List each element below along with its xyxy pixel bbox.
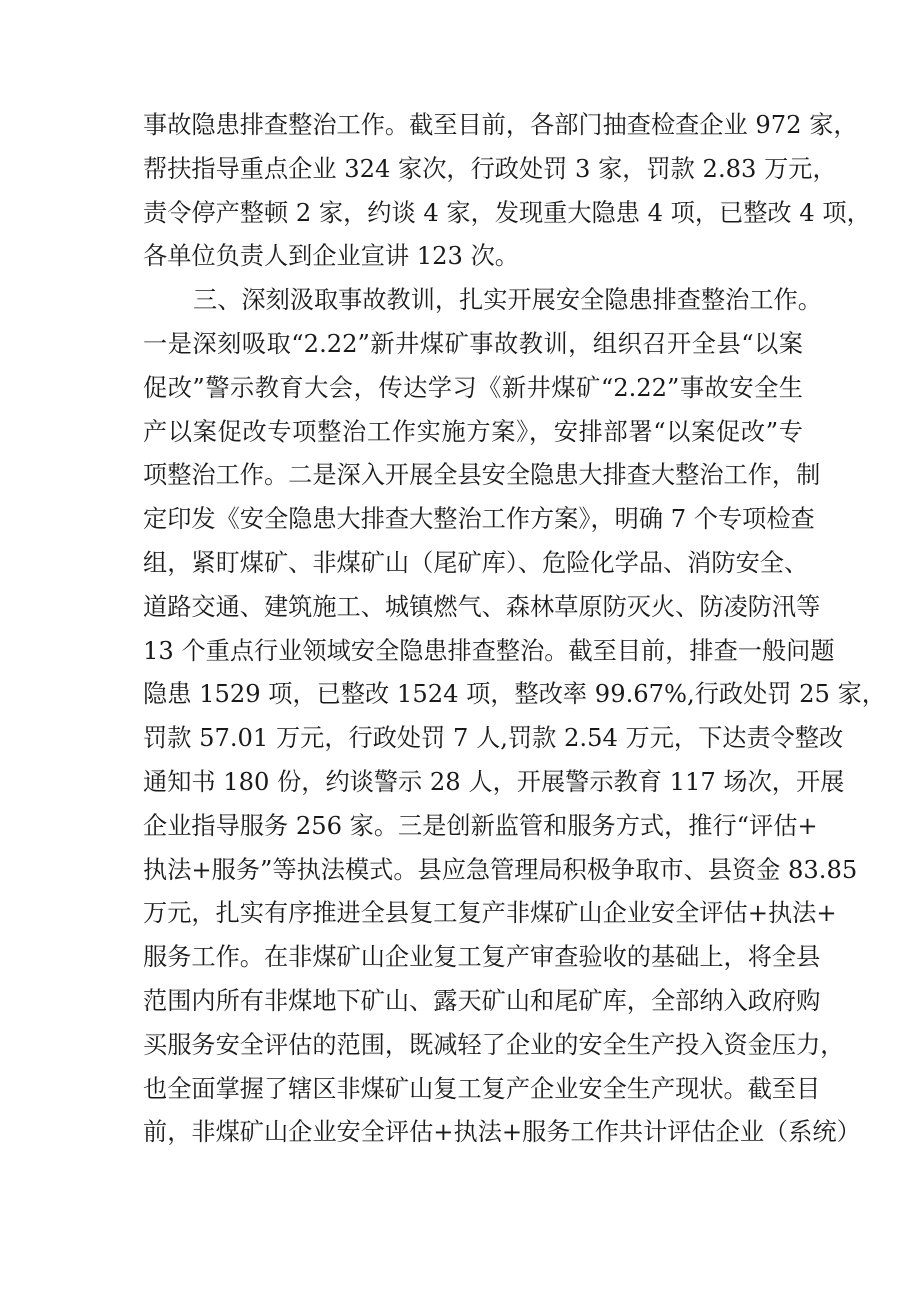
text-line: 一是深刻吸取“2.22”新井煤矿事故教训，组织召开全县“以案: [143, 329, 803, 358]
text-line: 产以案促改专项整治工作实施方案》，安排部署“以案促改”专: [143, 417, 803, 446]
text-line: 定印发《安全隐患大排查大整治工作方案》，明确 7 个专项检查: [143, 505, 815, 534]
text-line: 买服务安全评估的范围，既减轻了企业的安全生产投入资金压力，: [143, 1030, 845, 1059]
text-line: 执法+服务”等执法模式。县应急管理局积极争取市、县资金 83.85: [143, 855, 858, 884]
text-line: 事故隐患排查整治工作。截至目前，各部门抽查检查企业 972 家，: [143, 111, 858, 139]
section-heading: 三、深刻汲取事故教训，扎实开展安全隐患排查整治工作。: [193, 286, 822, 315]
text-line: 万元，扎实有序推进全县复工复产非煤矿山企业安全评估+执法+: [143, 899, 837, 928]
document-body: [143, 104, 886, 1155]
text-line: 项整治工作。二是深入开展全县安全隐患大排查大整治工作，制: [143, 461, 821, 490]
text-line: 范围内所有非煤地下矿山、露天矿山和尾矿库，全部纳入政府购: [143, 986, 821, 1015]
text-line: 道路交通、建筑施工、城镇燃气、森林草原防灭火、防凌防汛等: [143, 592, 821, 621]
text-line: 帮扶指导重点企业 324 家次，行政处罚 3 家，罚款 2.83 万元，: [143, 154, 837, 183]
text-line: 促改”警示教育大会，传达学习《新井煤矿“2.22”事故安全生: [143, 373, 803, 402]
text-line: 罚款 57.01 万元，行政处罚 7 人,罚款 2.54 万元，下达责令整改: [143, 724, 844, 753]
text-line: 组，紧盯煤矿、非煤矿山（尾矿库）、危险化学品、消防安全、: [143, 548, 809, 577]
text-line: 责令停产整顿 2 家，约谈 4 家，发现重大隐患 4 项，已整改 4 项，: [143, 198, 871, 227]
text-line: 企业指导服务 256 家。三是创新监管和服务方式，推行“评估+: [143, 811, 818, 840]
text-line: 也全面掌握了辖区非煤矿山复工复产企业安全生产现状。截至目: [143, 1074, 821, 1103]
text-line: 服务工作。在非煤矿山企业复工复产审查验收的基础上，将全县: [143, 943, 821, 972]
text-line: 各单位负责人到企业宣讲 123 次。: [143, 242, 519, 271]
text-line: 隐患 1529 项，已整改 1524 项，整改率 99.67%,行政处罚 25 家，: [143, 680, 886, 709]
text-line: 前，非煤矿山企业安全评估+执法+服务工作共计评估企业（系统）: [143, 1118, 861, 1147]
text-line: 13 个重点行业领域安全隐患排查整治。截至目前，排查一般问题: [143, 636, 835, 665]
text-line: 通知书 180 份，约谈警示 28 人，开展警示教育 117 场次，开展: [143, 767, 845, 796]
